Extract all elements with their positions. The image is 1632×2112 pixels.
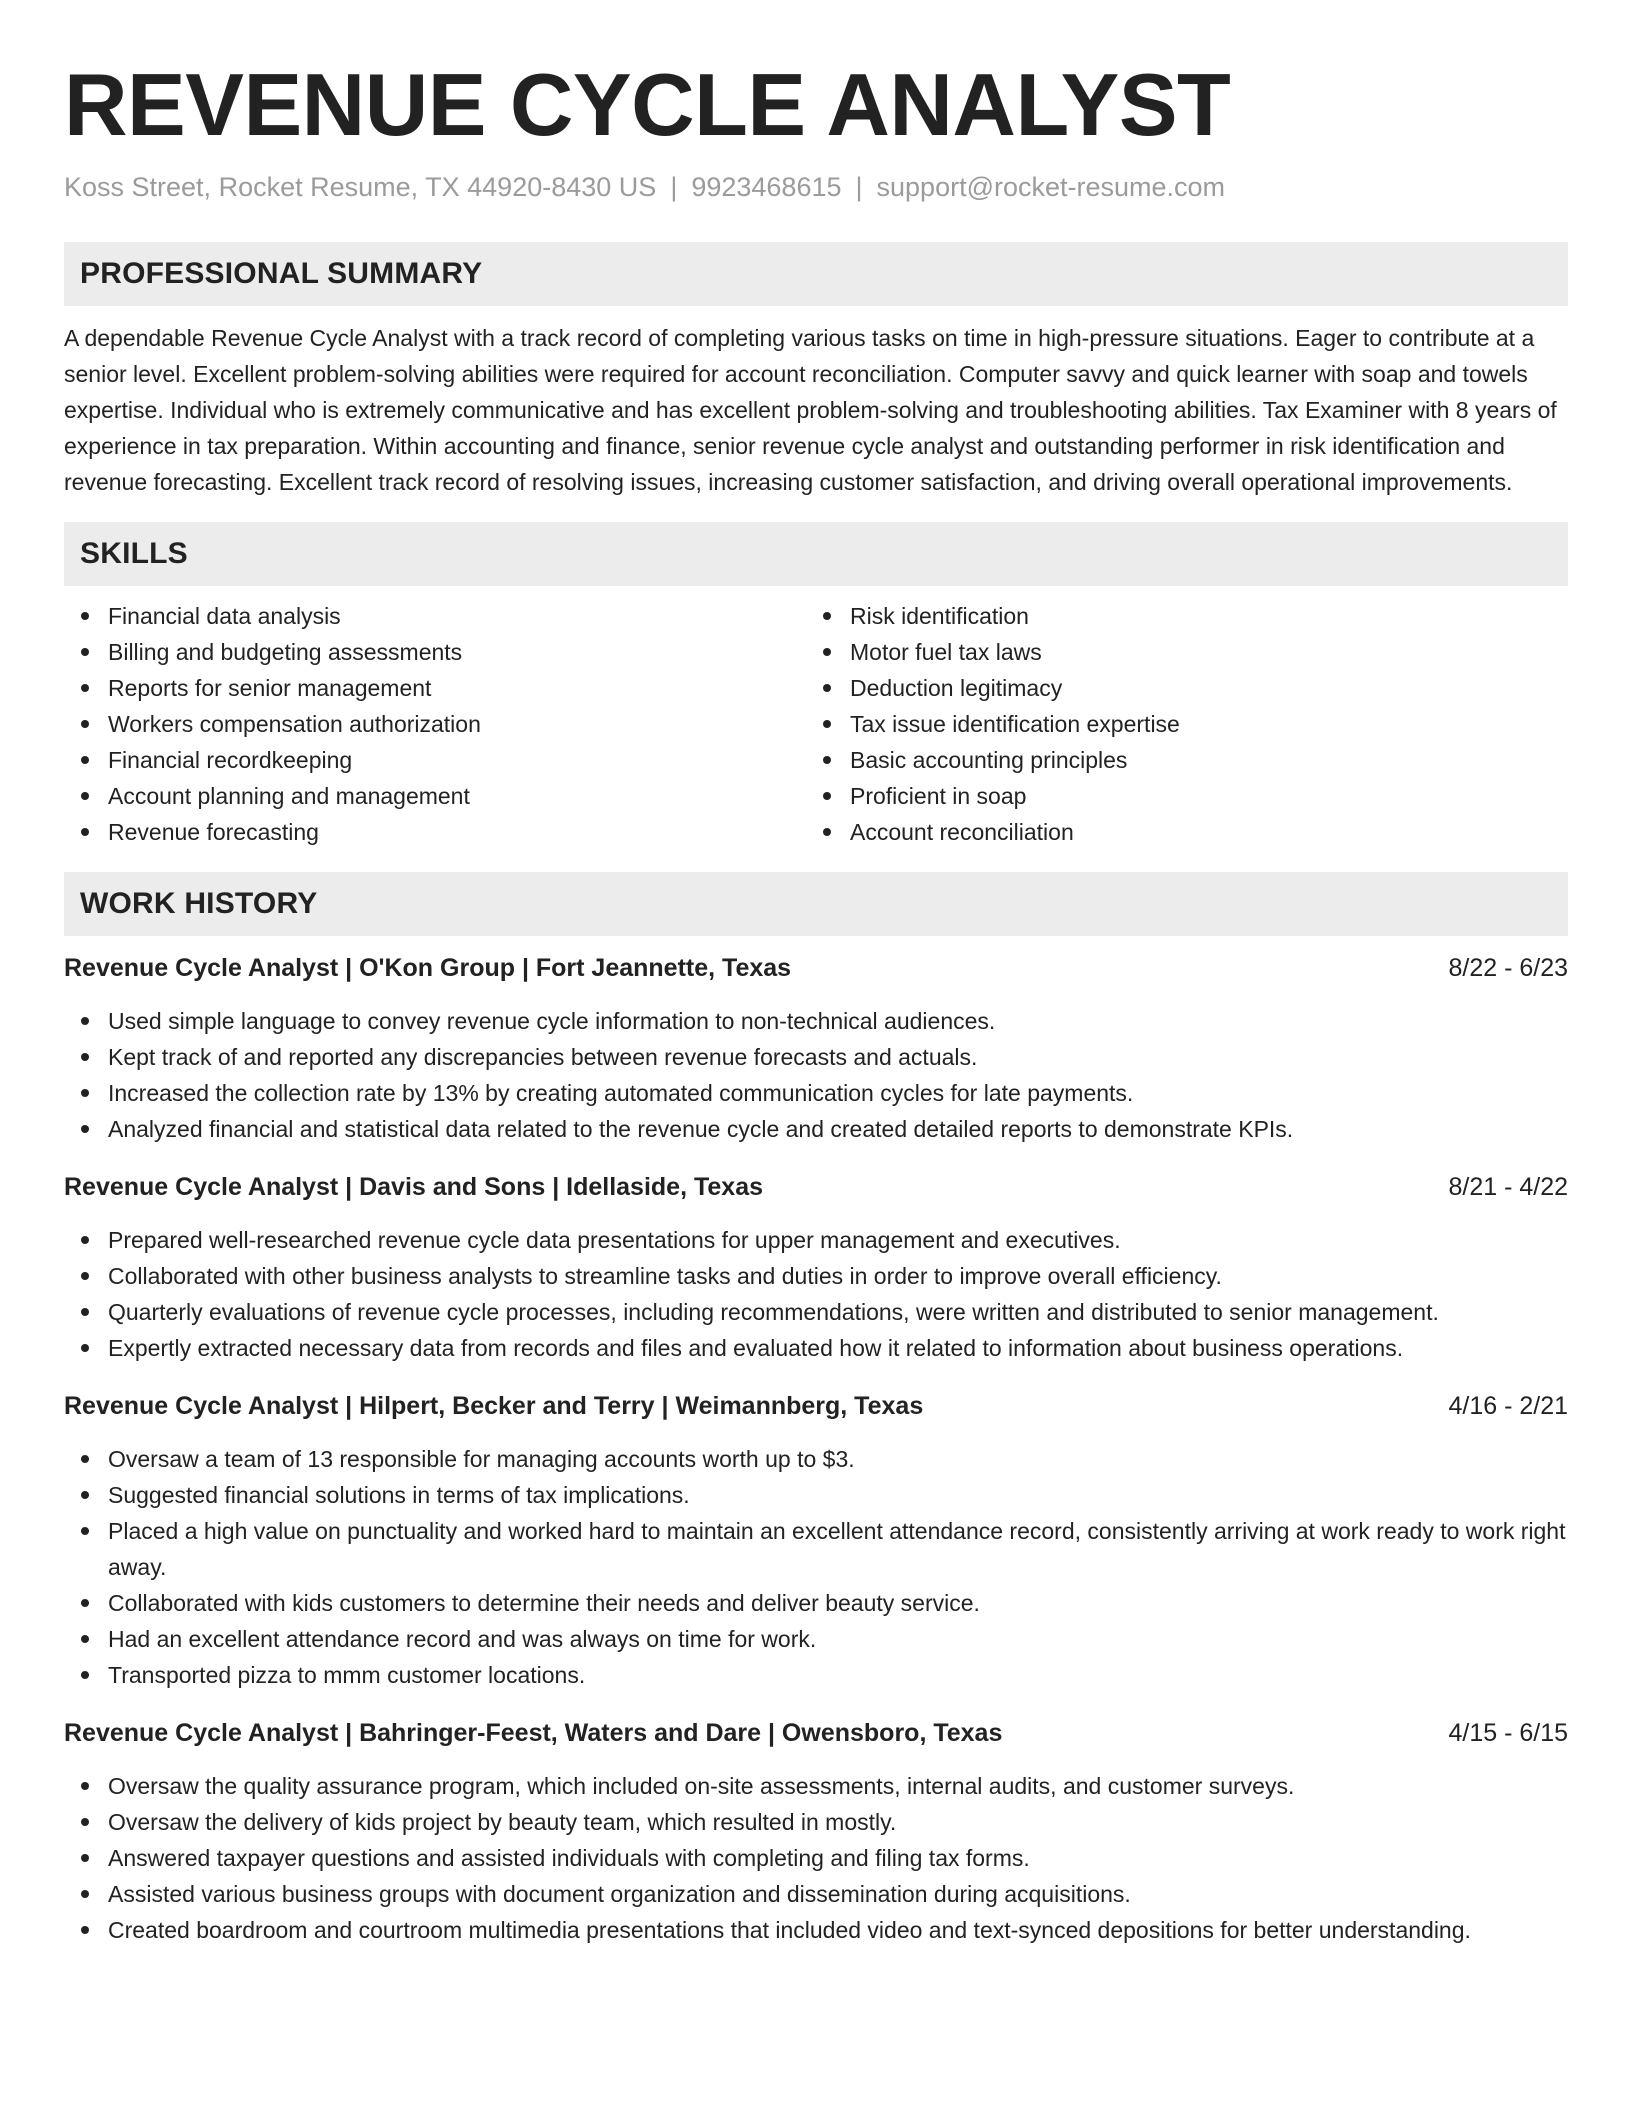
job-bullet: Assisted various business groups with document organization and dissemination during acquisitions. [64, 1876, 1568, 1912]
job-bullet: Analyzed financial and statistical data related to the revenue cycle and created detailed reports to demonstrate KPIs. [64, 1111, 1568, 1147]
skill-item: Risk identification [806, 598, 1548, 634]
skill-item: Motor fuel tax laws [806, 634, 1548, 670]
job-dates: 4/16 - 2/21 [1448, 1392, 1568, 1420]
job-bullet: Oversaw the quality assurance program, which included on-site assessments, internal audits, and customer surveys. [64, 1768, 1568, 1804]
job-bullet: Placed a high value on punctuality and worked hard to maintain an excellent attendance record, consistently arriving at work ready to work right away. [64, 1513, 1568, 1585]
job-bullet: Increased the collection rate by 13% by creating automated communication cycles for late payments. [64, 1075, 1568, 1111]
job-header [64, 950, 1568, 986]
contact-phone: 9923468615 [691, 172, 842, 202]
skill-item: Basic accounting principles [806, 742, 1548, 778]
job-entry [64, 1715, 1568, 1948]
work-history-heading: WORK HISTORY [64, 872, 1568, 936]
job-bullet: Had an excellent attendance record and was always on time for work. [64, 1621, 1568, 1657]
skill-item: Billing and budgeting assessments [64, 634, 806, 670]
job-bullet: Quarterly evaluations of revenue cycle processes, including recommendations, were written and distributed to senior management. [64, 1294, 1568, 1330]
skills-list [64, 598, 1568, 850]
job-bullet: Prepared well-researched revenue cycle data presentations for upper management and executives. [64, 1222, 1568, 1258]
skill-item: Proficient in soap [806, 778, 1548, 814]
job-bullet: Kept track of and reported any discrepancies between revenue forecasts and actuals. [64, 1039, 1568, 1075]
skill-item: Revenue forecasting [64, 814, 806, 850]
job-header [64, 1169, 1568, 1205]
job-header [64, 1388, 1568, 1424]
job-bullets [64, 1768, 1568, 1948]
job-dates: 8/21 - 4/22 [1448, 1173, 1568, 1201]
job-bullet: Collaborated with kids customers to determine their needs and deliver beauty service. [64, 1585, 1568, 1621]
contact-separator: | [855, 172, 863, 202]
job-title: Revenue Cycle Analyst | Hilpert, Becker and Terry | Weimannberg, Texas [64, 1392, 924, 1420]
job-bullet: Oversaw a team of 13 responsible for managing accounts worth up to $3. [64, 1441, 1568, 1477]
job-entry [64, 1169, 1568, 1366]
skill-item: Account planning and management [64, 778, 806, 814]
skill-item: Workers compensation authorization [64, 706, 806, 742]
skill-item: Financial recordkeeping [64, 742, 806, 778]
summary-heading: PROFESSIONAL SUMMARY [64, 242, 1568, 306]
job-header [64, 1715, 1568, 1751]
skill-item: Reports for senior management [64, 670, 806, 706]
skills-column-left [64, 598, 806, 850]
job-entry [64, 950, 1568, 1147]
candidate-name: REVENUE CYCLE ANALYST [64, 55, 1231, 154]
contact-separator: | [670, 172, 678, 202]
job-dates: 4/15 - 6/15 [1448, 1719, 1568, 1747]
job-bullet: Answered taxpayer questions and assisted individuals with completing and filing tax forms. [64, 1840, 1568, 1876]
skill-item: Financial data analysis [64, 598, 806, 634]
job-bullet: Oversaw the delivery of kids project by beauty team, which resulted in mostly. [64, 1804, 1568, 1840]
job-title: Revenue Cycle Analyst | Davis and Sons | Idellaside, Texas [64, 1173, 763, 1201]
job-bullets [64, 1222, 1568, 1366]
contact-line [64, 170, 1568, 204]
job-entry [64, 1388, 1568, 1693]
contact-email: support@rocket-resume.com [876, 172, 1226, 202]
contact-address: Koss Street, Rocket Resume, TX 44920-8430 US [64, 172, 657, 202]
job-title: Revenue Cycle Analyst | Bahringer-Feest, Waters and Dare | Owensboro, Texas [64, 1719, 1003, 1747]
job-bullet: Expertly extracted necessary data from records and files and evaluated how it related to information about business operations. [64, 1330, 1568, 1366]
job-bullet: Transported pizza to mmm customer locations. [64, 1657, 1568, 1693]
skills-heading: SKILLS [64, 522, 1568, 586]
job-bullets [64, 1003, 1568, 1147]
job-bullet: Created boardroom and courtroom multimedia presentations that included video and text-synced depositions for better understanding. [64, 1912, 1568, 1948]
skills-column-right [806, 598, 1548, 850]
job-bullets [64, 1441, 1568, 1693]
job-bullet: Collaborated with other business analysts to streamline tasks and duties in order to improve overall efficiency. [64, 1258, 1568, 1294]
summary-text: A dependable Revenue Cycle Analyst with a track record of completing various tasks on time in high-pressure situations. Eager to contribute at a senior level. Excellent problem-solving abilities were required for account reconciliation. Computer savvy and quick learner with soap and towels expertise. Individual who is extremely communicative and has excellent problem-solving and troubleshooting abilities. Tax Examiner with 8 years of experience in tax preparation. Within accounting and finance, senior revenue cycle analyst and outstanding performer in risk identification and revenue forecasting. Excellent track record of resolving issues, increasing customer satisfaction, and driving overall operational improvements. [64, 325, 1557, 495]
job-title: Revenue Cycle Analyst | O'Kon Group | Fort Jeannette, Texas [64, 954, 792, 982]
skill-item: Tax issue identification expertise [806, 706, 1548, 742]
job-dates: 8/22 - 6/23 [1448, 954, 1568, 982]
job-bullet: Suggested financial solutions in terms of tax implications. [64, 1477, 1568, 1513]
skill-item: Deduction legitimacy [806, 670, 1548, 706]
skill-item: Account reconciliation [806, 814, 1548, 850]
job-bullet: Used simple language to convey revenue cycle information to non-technical audiences. [64, 1003, 1568, 1039]
